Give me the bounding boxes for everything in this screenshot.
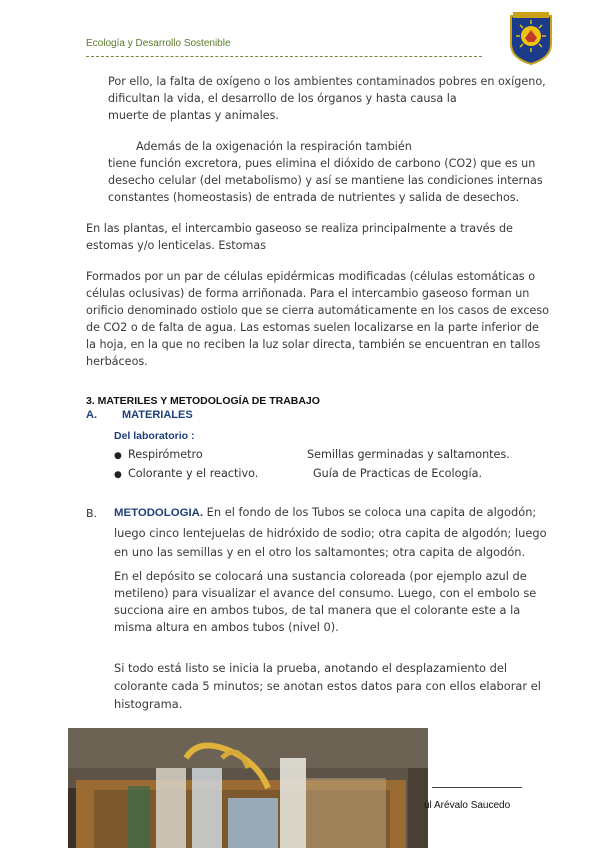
university-seal-icon	[508, 10, 554, 66]
methodology-p3-line-2: colorante cada 5 minutos; se anotan estos datos para con ellos elaborar el	[114, 679, 541, 693]
header-title: Ecología y Desarrollo Sostenible	[86, 38, 231, 49]
paragraph-excretion-line-2: tiene función excretora, pues elimina el dióxido de carbono (CO2) que es un	[108, 157, 536, 170]
material-item: Guía de Practicas de Ecología.	[313, 467, 483, 480]
methodology-line-2: luego cinco lentejuelas de hidróxido de sodio; otra capita de algodón; luego	[114, 526, 547, 540]
footer-author: úl Arévalo Saucedo	[424, 800, 511, 811]
methodology-p2-line-4: misma altura en ambos tubos (nivel 0).	[114, 620, 339, 634]
methodology-p3-line-1: Si todo está listo se inicia la prueba, anotando el desplazamiento del	[114, 661, 507, 675]
methodology-title: METODOLOGIA.	[114, 507, 204, 519]
material-item: Respirómetro	[128, 448, 203, 461]
header-divider	[86, 56, 482, 57]
paragraph-excretion-line-4: constantes (homeostasis) de entrada de nutrientes y salida de desechos.	[108, 191, 520, 204]
paragraph-stomata-line-5: la hoja, en la que no reciben la luz solar directa, también se encuentran en tallos	[86, 338, 541, 351]
paragraph-excretion-line-3: desecho celular (del metabolismo) y así se mantiene las condiciones internas	[108, 174, 543, 187]
paragraph-stomata-line-2: células oclusivas) de forma arriñonada. Para el intercambio gaseoso forman un	[86, 287, 530, 300]
footer-divider	[432, 787, 522, 788]
paragraph-stomata-line-1: Formados por un par de células epidérmicas modificadas (células estomáticas o	[86, 270, 536, 283]
bullet-icon: ●	[114, 451, 122, 461]
paragraph-oxygen-line-3: muerte de plantas y animales.	[108, 109, 279, 122]
section-heading: 3. MATERILES Y METODOLOGÍA DE TRABAJO	[86, 395, 320, 407]
material-item: Semillas germinadas y saltamontes.	[307, 448, 510, 461]
methodology-p2-line-3: succiona aire en ambos tubos, de tal manera que el colorante este a la	[114, 603, 521, 617]
paragraph-plants-line-1: En las plantas, el intercambio gaseoso se realiza principalmente a través de	[86, 222, 513, 235]
subsection-b-label: B.	[86, 507, 98, 520]
paragraph-stomata-line-4: de CO2 o de falta de agua. Las estomas suelen localizarse en la parte inferior de	[86, 321, 539, 334]
lab-materials-heading: Del laboratorio :	[114, 430, 195, 442]
paragraph-oxygen-line-2: dificultan la vida, el desarrollo de los órganos y hasta causa la	[108, 92, 457, 105]
subsection-a-title: MATERIALES	[122, 409, 193, 421]
methodology-line-1-text: En el fondo de los Tubos se coloca una capita de algodón;	[203, 505, 537, 519]
methodology-p2-line-2: metileno) para visualizar el avance del consumo. Luego, con el embolo se	[114, 586, 537, 600]
methodology-line-3: en uno las semillas y en el otro los saltamontes; otra capita de algodón.	[114, 545, 526, 559]
material-item: Colorante y el reactivo.	[128, 467, 259, 480]
subsection-a-label: A.	[86, 409, 97, 421]
paragraph-stomata-line-3: orificio denominado ostiolo que se cierra automáticamente en los casos de exceso	[86, 304, 550, 317]
paragraph-plants-line-2: estomas y/o lenticelas. Estomas	[86, 239, 267, 252]
methodology-p3-line-3: histograma.	[114, 697, 183, 711]
methodology-p2-line-1: En el depósito se colocará una sustancia coloreada (por ejemplo azul de	[114, 569, 527, 583]
paragraph-excretion-line-1: Además de la oxigenación la respiración también	[136, 140, 412, 153]
paragraph-stomata-line-6: herbáceos.	[86, 355, 148, 368]
paragraph-oxygen-line-1: Por ello, la falta de oxígeno o los ambientes contaminados pobres en oxígeno,	[108, 75, 546, 88]
respirometer-photo	[68, 728, 428, 848]
methodology-line-1	[114, 504, 536, 522]
bullet-icon: ●	[114, 470, 122, 480]
